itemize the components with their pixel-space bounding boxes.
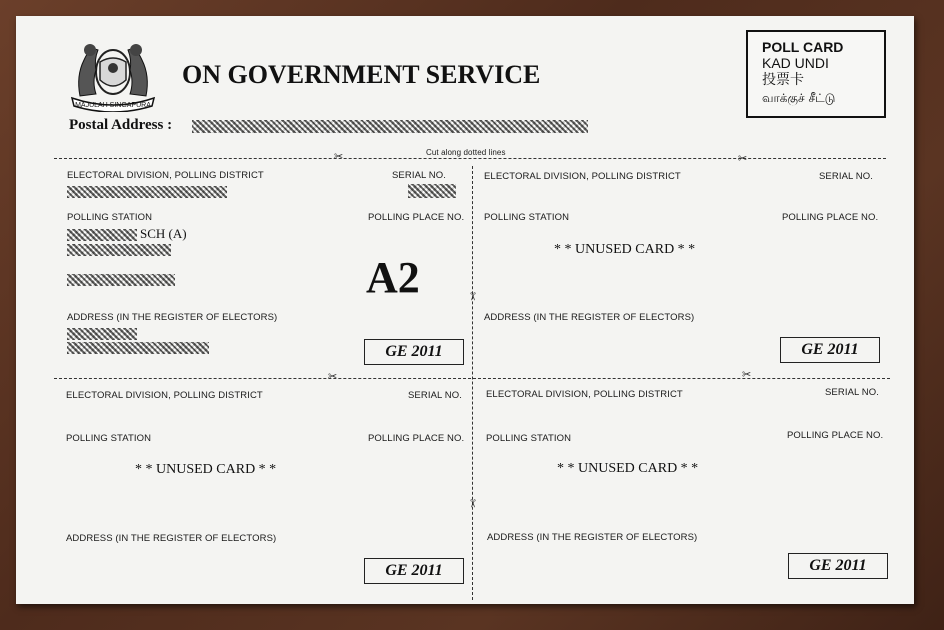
polling-place-number: A2 (366, 253, 420, 302)
redacted-polling-station-line3 (67, 274, 175, 286)
bl-polling-place-no-label: POLLING PLACE NO. (368, 433, 465, 444)
cut-line-vertical (472, 166, 473, 600)
poll-card-tamil: வாக்குச் சீட்டு (762, 91, 836, 105)
bl-unused-card: * * UNUSED CARD * * (135, 462, 277, 477)
redacted-postal-address (192, 120, 588, 133)
poll-card-english: POLL CARD (762, 39, 844, 55)
redacted-polling-station (67, 229, 137, 241)
tl-polling-station-label: POLLING STATION (67, 212, 153, 223)
br-polling-place-no-label: POLLING PLACE NO. (787, 430, 884, 441)
br-unused-card: * * UNUSED CARD * * (557, 461, 699, 476)
scissors-icon: ✂ (466, 291, 479, 302)
tr-polling-place-no-label: POLLING PLACE NO. (782, 212, 879, 223)
redacted-electoral-division (67, 186, 227, 198)
scissors-icon: ✂ (328, 371, 338, 383)
redacted-polling-station-line2 (67, 244, 171, 256)
redacted-address-line1 (67, 328, 137, 340)
cut-line-top (54, 158, 886, 159)
postal-address-label: Postal Address : (69, 117, 173, 133)
tr-address-label: ADDRESS (IN THE REGISTER OF ELECTORS) (484, 312, 695, 323)
bl-electoral-division-label: ELECTORAL DIVISION, POLLING DISTRICT (66, 390, 263, 401)
tl-polling-station-value: SCH (A) (140, 226, 187, 241)
tl-address-label: ADDRESS (IN THE REGISTER OF ELECTORS) (67, 312, 278, 323)
scissors-icon: ✂ (334, 151, 344, 163)
scissors-icon: ✂ (742, 369, 752, 381)
scissors-icon: ✂ (738, 153, 748, 165)
bl-address-label: ADDRESS (IN THE REGISTER OF ELECTORS) (66, 533, 277, 544)
redacted-serial-no (408, 184, 456, 198)
cut-instruction: Cut along dotted lines (426, 148, 506, 157)
bl-election-box: GE 2011 (364, 558, 464, 584)
tr-unused-card: * * UNUSED CARD * * (554, 242, 696, 257)
scissors-icon: ✂ (466, 498, 479, 509)
tl-election-box: GE 2011 (364, 339, 464, 365)
br-electoral-division-label: ELECTORAL DIVISION, POLLING DISTRICT (486, 389, 683, 400)
br-polling-station-label: POLLING STATION (486, 433, 572, 444)
tr-serial-no-label: SERIAL NO. (819, 171, 873, 182)
poll-card-sheet (16, 16, 914, 604)
singapore-crest-icon (66, 36, 160, 112)
tl-serial-no-label: SERIAL NO. (392, 170, 446, 181)
tr-polling-station-label: POLLING STATION (484, 212, 570, 223)
svg-text:MAJULAH SINGAPURA: MAJULAH SINGAPURA (75, 102, 151, 109)
tl-electoral-division-label: ELECTORAL DIVISION, POLLING DISTRICT (67, 170, 264, 181)
br-serial-no-label: SERIAL NO. (825, 387, 879, 398)
tr-electoral-division-label: ELECTORAL DIVISION, POLLING DISTRICT (484, 171, 681, 182)
bl-polling-station-label: POLLING STATION (66, 433, 152, 444)
redacted-address-line2 (67, 342, 209, 354)
poll-card-chinese: 投票卡 (762, 72, 804, 88)
tl-polling-place-no-label: POLLING PLACE NO. (368, 212, 465, 223)
br-election-box: GE 2011 (788, 553, 888, 579)
poll-card-malay: KAD UNDI (762, 55, 829, 71)
bl-serial-no-label: SERIAL NO. (408, 390, 462, 401)
br-address-label: ADDRESS (IN THE REGISTER OF ELECTORS) (487, 532, 698, 543)
tr-election-box: GE 2011 (780, 337, 880, 363)
header-title: ON GOVERNMENT SERVICE (182, 60, 541, 89)
poll-card-title-box (746, 30, 886, 118)
